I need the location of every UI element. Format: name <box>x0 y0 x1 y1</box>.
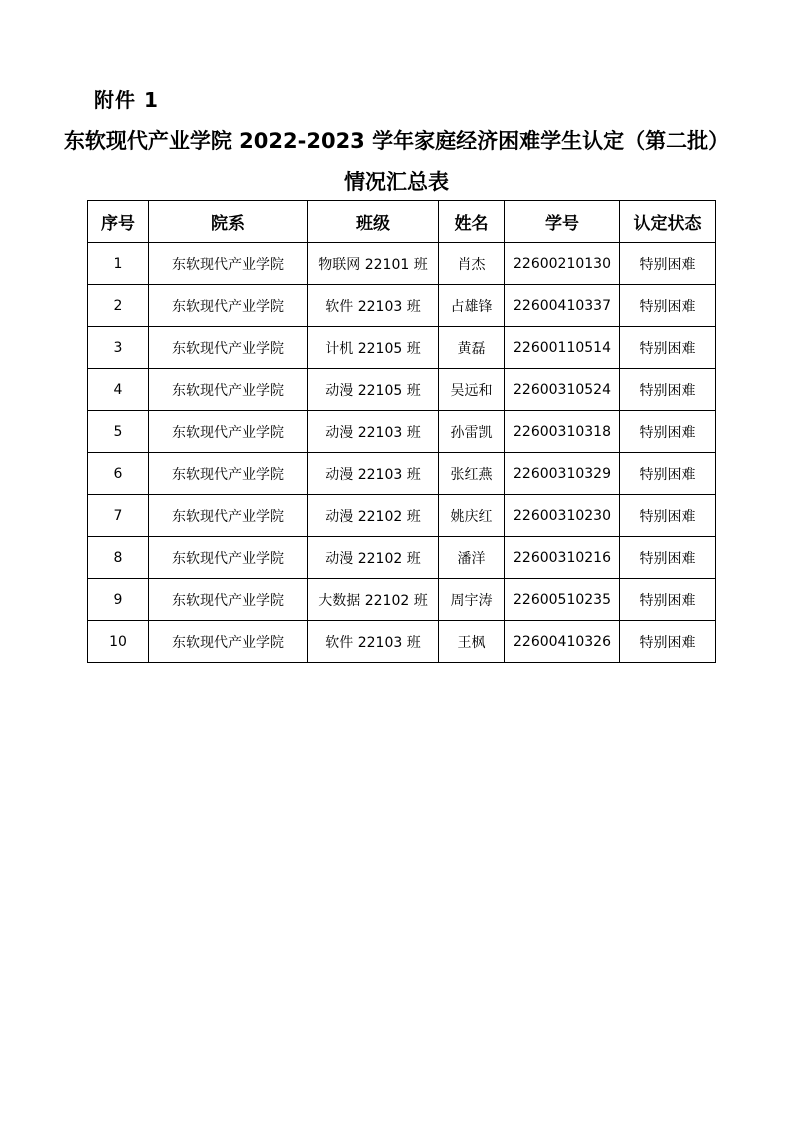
table-row <box>88 621 716 663</box>
cell-name: 姚庆红 <box>439 495 505 537</box>
header-name: 姓名 <box>439 201 505 243</box>
cell-student-id: 22600310230 <box>505 495 620 537</box>
cell-student-id: 22600310216 <box>505 537 620 579</box>
cell-name: 张红燕 <box>439 453 505 495</box>
cell-student-id: 22600410326 <box>505 621 620 663</box>
document-title: 东软现代产业学院 2022-2023 学年家庭经济困难学生认定（第二批） <box>63 129 730 153</box>
cell-department: 东软现代产业学院 <box>149 579 308 621</box>
cell-status: 特别困难 <box>620 453 716 495</box>
table-row <box>88 537 716 579</box>
cell-department: 东软现代产业学院 <box>149 537 308 579</box>
summary-table <box>87 200 716 663</box>
cell-class: 软件 22103 班 <box>308 285 439 327</box>
cell-name: 周宇涛 <box>439 579 505 621</box>
cell-student-id: 22600310524 <box>505 369 620 411</box>
cell-class: 动漫 22105 班 <box>308 369 439 411</box>
table-row <box>88 411 716 453</box>
cell-student-id: 22600210130 <box>505 243 620 285</box>
cell-class: 软件 22103 班 <box>308 621 439 663</box>
table-row <box>88 327 716 369</box>
cell-index: 9 <box>88 579 149 621</box>
cell-department: 东软现代产业学院 <box>149 411 308 453</box>
document-subtitle: 情况汇总表 <box>344 170 449 194</box>
table-row <box>88 453 716 495</box>
cell-name: 占雄锋 <box>439 285 505 327</box>
cell-index: 7 <box>88 495 149 537</box>
cell-status: 特别困难 <box>620 411 716 453</box>
table-row <box>88 369 716 411</box>
cell-status: 特别困难 <box>620 369 716 411</box>
cell-student-id: 22600410337 <box>505 285 620 327</box>
cell-index: 10 <box>88 621 149 663</box>
cell-department: 东软现代产业学院 <box>149 327 308 369</box>
cell-index: 3 <box>88 327 149 369</box>
cell-class: 大数据 22102 班 <box>308 579 439 621</box>
cell-department: 东软现代产业学院 <box>149 495 308 537</box>
cell-department: 东软现代产业学院 <box>149 243 308 285</box>
cell-status: 特别困难 <box>620 243 716 285</box>
cell-name: 王枫 <box>439 621 505 663</box>
cell-department: 东软现代产业学院 <box>149 621 308 663</box>
cell-index: 1 <box>88 243 149 285</box>
cell-name: 吴远和 <box>439 369 505 411</box>
cell-status: 特别困难 <box>620 495 716 537</box>
cell-student-id: 22600310318 <box>505 411 620 453</box>
cell-index: 4 <box>88 369 149 411</box>
cell-class: 动漫 22102 班 <box>308 495 439 537</box>
cell-status: 特别困难 <box>620 579 716 621</box>
cell-status: 特别困难 <box>620 537 716 579</box>
header-index: 序号 <box>88 201 149 243</box>
cell-index: 5 <box>88 411 149 453</box>
attachment-label: 附件 1 <box>94 88 159 112</box>
cell-name: 孙雷凯 <box>439 411 505 453</box>
cell-department: 东软现代产业学院 <box>149 453 308 495</box>
table-row <box>88 243 716 285</box>
cell-department: 东软现代产业学院 <box>149 369 308 411</box>
cell-class: 动漫 22102 班 <box>308 537 439 579</box>
cell-name: 黄磊 <box>439 327 505 369</box>
cell-class: 动漫 22103 班 <box>308 453 439 495</box>
cell-student-id: 22600510235 <box>505 579 620 621</box>
table-row <box>88 285 716 327</box>
header-department: 院系 <box>149 201 308 243</box>
cell-status: 特别困难 <box>620 621 716 663</box>
cell-student-id: 22600110514 <box>505 327 620 369</box>
cell-class: 物联网 22101 班 <box>308 243 439 285</box>
cell-index: 6 <box>88 453 149 495</box>
header-class: 班级 <box>308 201 439 243</box>
cell-student-id: 22600310329 <box>505 453 620 495</box>
cell-status: 特别困难 <box>620 285 716 327</box>
header-student-id: 学号 <box>505 201 620 243</box>
cell-status: 特别困难 <box>620 327 716 369</box>
cell-index: 2 <box>88 285 149 327</box>
header-status: 认定状态 <box>620 201 716 243</box>
cell-class: 动漫 22103 班 <box>308 411 439 453</box>
cell-index: 8 <box>88 537 149 579</box>
cell-department: 东软现代产业学院 <box>149 285 308 327</box>
table-row <box>88 579 716 621</box>
cell-name: 肖杰 <box>439 243 505 285</box>
table-header-row <box>88 201 716 243</box>
table-row <box>88 495 716 537</box>
cell-class: 计机 22105 班 <box>308 327 439 369</box>
cell-name: 潘洋 <box>439 537 505 579</box>
